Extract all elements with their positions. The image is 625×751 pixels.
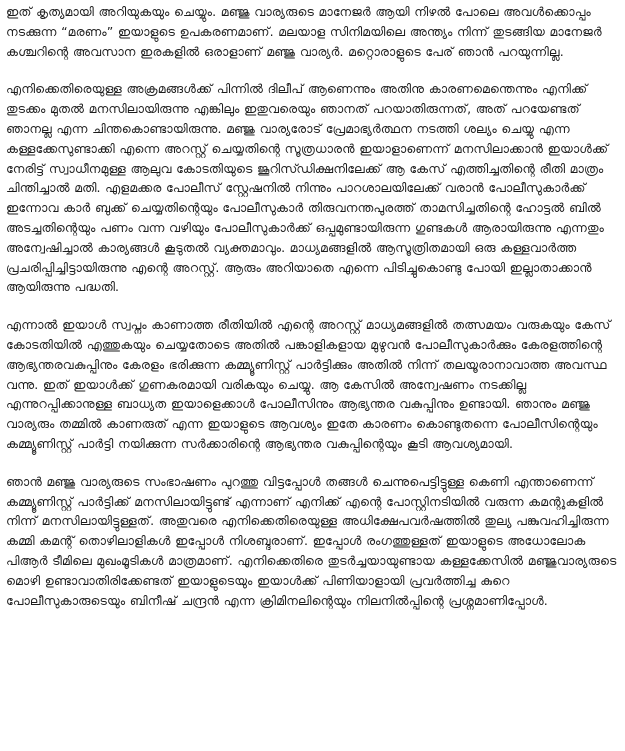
article-paragraph-2: എനിക്കെതിരെയുള്ള അക്രമങ്ങള്‍ക്ക് പിന്നില്‍ ദിലീപ് ആണെന്നും അതിനു കാരണമെന്തെന്നും എനിക്ക് തുടക്കം മുതല്‍ മനസിലായിരുന്നു എങ്കിലും ഇതുവരെയും ഞാനത് പറയാതിരുന്നത്, അത് പറയേണ്ടത് ഞാനല്ല എന്ന ചിന്തകൊണ്ടായിരുന്നു. മഞ്ജു വാര്യരോട് പ്രേമാഭ്യര്‍ത്ഥന നടത്തി ശല്യം ചെയ്യു എന്ന കള്ളക്കേസുണ്ടാക്കി എന്നെ അറസ്റ്റ് ചെയ്യതിന്റെ സൂത്രധാരന്‍ ഇയാളാണെന്ന് മനസിലാക്കാന്‍ ഇയാള്‍ക്ക് നേരിട്ട് സ്വാധീനമുള്ള ആലുവ കോടതിയുടെ ജൂറിസ്ഡിക്ഷനിലേക്ക് ആ കേസ് എത്തിച്ചതിന്റെ രീതി മാത്രം ചിന്തിച്ചാല്‍ മതി. എളമക്കര പോലീസ് സ്റ്റേഷനില്‍ നിന്നും പാറശാലയിലേക്ക് വരാന്‍ പോലീസുകാര്‍ക്ക് ഇന്നോവ കാര്‍ ബുക്ക് ചെയ്യതിന്റെയും പോലീസുകാര്‍ തിരുവനന്തപുരത്ത് താമസിച്ചതിന്റെ ഹോട്ടല്‍ ബില്‍ അടച്ചതിന്റെയും പണം വന്ന വഴിയും പോലീസുകാര്‍ക്ക് ഒപ്പമുണ്ടായിരുന്ന ഗുണ്ടകള്‍ ആരായിരുന്നു എന്നതും അന്വേഷിച്ചാല്‍ കാര്യങ്ങള്‍ കൂടുതല്‍ വ്യക്തമാവും. മാധ്യമങ്ങളില്‍ ആസൂത്രിതമായി ഒരു കള്ളവാര്‍ത്ത പ്രചരിപ്പിച്ചിട്ടായിരുന്നു എന്റെ അറസ്റ്റ്. ആരും അറിയാതെ എന്നെ പിടിച്ചുകൊണ്ടു പോയി ഇല്ലാതാക്കാന്‍ ആയിരുന്നു പദ്ധതി.	[6, 81, 609, 295]
article-paragraph-1: ഇത് കൃത്യമായി അറിയുകയും ചെയ്യും. മഞ്ജു വാര്യരുടെ മാനേജര്‍ ആയി നിഴല്‍ പോലെ അവള്‍ക്കൊപ്പം നടക്കുന്ന “മരണം” ഇയാളുടെ ഉപകരണമാണ്. മലയാള സിനിമയിലെ അന്ത്യം നിന്ന് തുടങ്ങിയ മാനേജര്‍ കശ്ചറിന്റെ അവസാന ഇരകളില്‍ ഒരാളാണ് മഞ്ജു വാര്യര്‍. മറ്റൊരാളുടെ പേര് ഞാന്‍ പറയുന്നില്ല.	[6, 4, 602, 59]
article-paragraph-4: ഞാന്‍ മഞ്ജു വാര്യരുടെ സംഭാഷണം പുറത്തു വിട്ടപ്പോള്‍ തങ്ങള്‍ ചെന്നുപെട്ടിട്ടുള്ള കെണി എന്താണെന്ന് കമ്മ്യൂണിസ്റ്റ് പാര്‍ട്ടിക്ക് മനസിലായിട്ടുണ്ട് എന്നാണ് എനിക്ക് എന്റെ പോസ്റ്റിനടിയില്‍ വരുന്ന കമന്റുകളില്‍ നിന്ന് മനസിലായിട്ടുള്ളത്. അതുവരെ എനിക്കെതിരെയുള്ള അധിക്ഷേപവര്‍ഷത്തില്‍ തുല്യ പങ്കുവഹിച്ചിരുന്ന കമ്മി കമന്റ് തൊഴിലാളികള്‍ ഇപ്പോള്‍ നിശബ്ദരാണ്. ഇപ്പോള്‍ രംഗത്തുള്ളത് ഇയാളുടെ അധോലോക പിആര്‍ ടീമിലെ മുഖംമൂടികള്‍ മാത്രമാണ്. എനിക്കെതിരെ തുടര്‍ച്ചയായുണ്ടായ കള്ളക്കേസില്‍ മഞ്ജുവാര്യരുടെ മൊഴി ഉണ്ടാവാതിരിക്കേണ്ടത് ഇയാളുടെയും ഇയാള്‍ക്ക് പിണിയാളായി പ്രവര്‍ത്തിച്ച കുറെ പോലീസുകാരുടെയും ബിനീഷ് ചന്ദ്രന്‍ എന്ന ക്രിമിനലിന്റെയും നിലനില്‍പ്പിന്റെ പ്രശ്നമാണിപ്പോള്‍.	[6, 473, 617, 608]
article-paragraph-3: എന്നാല്‍ ഇയാള്‍ സ്വപ്നം കാണാത്ത രീതിയില്‍ എന്റെ അറസ്റ്റ് മാധ്യമങ്ങളില്‍ തത്സമയം വരുകയും കേസ് കോടതിയില്‍ എത്തുകയും ചെയ്യതോടെ അതില്‍ പങ്കാളികളായ മുഴുവന്‍ പോലീസുകാര്‍ക്കും കേരളത്തിന്റെ ആഭ്യന്തരവകുപ്പിനും കേരളം ഭരിക്കുന്ന കമ്മ്യൂണിസ്റ്റ് പാര്‍ട്ടിക്കും അതില്‍ നിന്ന് തലയൂരാനാവാത്ത അവസ്ഥ വന്നു. ഇത് ഇയാള്‍ക്ക് ഗുണകരമായി വരികയും ചെയ്യു. ആ കേസില്‍ അന്വേഷണം നടക്കില്ല എന്നുറപ്പിക്കാനുള്ള ബാധ്യത ഇയാളെക്കാള്‍ പോലീസിനും ആഭ്യന്തര വകുപ്പിനും ഉണ്ടായി. ഞാനും മഞ്ജു വാര്യരും തമ്മില്‍ കാണരുത് എന്ന ഇയാളുടെ ആവശ്യം ഇതേ കാരണം കൊണ്ടുതന്നെ പോലീസിന്റെയും കമ്മ്യൂണിസ്റ്റ് പാര്‍ട്ടി നയിക്കുന്ന സര്‍ക്കാരിന്റെ ആഭ്യന്തര വകുപ്പിന്റെയും കൂടി ആവശ്യമായി.	[6, 317, 611, 451]
